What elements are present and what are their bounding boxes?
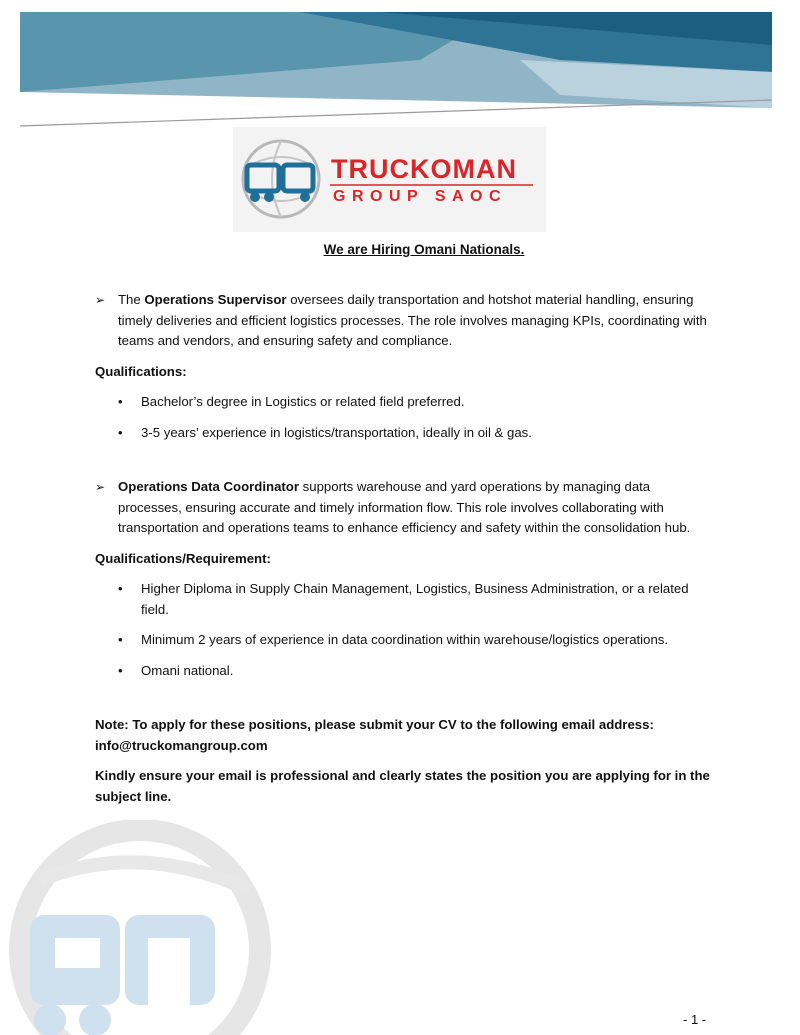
job-listings [95,290,710,807]
bullet-icon: • [118,632,123,647]
page-number: - 1 - [683,1012,707,1027]
role-intro: The [118,292,145,307]
email-instruction: Kindly ensure your email is professional and clearly states the position you are applying for in the subject line. [95,768,710,804]
company-logo [233,127,546,232]
qualifications-list [95,579,710,681]
role-title: Operations Supervisor [144,292,287,307]
role-title: Operations Data Coordinator [118,479,299,494]
list-item [95,661,710,682]
role-operations-supervisor [95,290,710,352]
note-text: Note: To apply for these positions, please submit your CV to the following email address: [95,717,654,732]
qualifications-list [95,392,710,443]
list-item [95,630,710,651]
role-description: oversees daily transportation and hotshot material handling, ensuring timely deliveries and efficient logistics processes. The role involves managing KPIs, coordinating with teams and vendors, and ensuring safety and compliance. [118,292,707,348]
role-description: supports warehouse and yard operations by managing data processes, ensuring accurate and timely information flow. This role involves collaborating with transportation and operations teams to enhance efficiency and safety within the consolidation hub. [118,479,691,535]
logo-title: TRUCKOMAN [331,154,517,184]
bullet-icon: • [118,394,123,409]
logo-subtitle: GROUP SAOC [333,188,508,205]
hiring-heading: We are Hiring Omani Nationals. [323,242,525,257]
qualification-text: Higher Diploma in Supply Chain Management, Logistics, Business Administration, or a related field. [141,581,689,617]
role-operations-data-coordinator [95,477,710,539]
list-item [95,579,710,620]
list-item [95,423,710,444]
header-decorative-band [0,0,800,140]
list-item [95,392,710,413]
arrow-bullet-icon: ➢ [95,293,106,307]
qualifications-heading: Qualifications/Requirement: [95,550,271,566]
qualification-text: Bachelor’s degree in Logistics or related field preferred. [141,394,465,409]
application-note [95,715,710,756]
bullet-icon: • [118,581,123,596]
arrow-bullet-icon: ➢ [95,480,106,494]
qualifications-heading: Qualifications: [95,363,187,379]
qualification-text: 3-5 years’ experience in logistics/transportation, ideally in oil & gas. [141,424,532,440]
email-address[interactable]: info@truckomangroup.com [95,737,268,753]
qualification-text: Omani national. [141,662,234,678]
bullet-icon: • [118,424,123,440]
qualification-text: Minimum 2 years of experience in data coordination within warehouse/logistics operations. [141,632,669,647]
bullet-icon: • [118,662,123,678]
watermark-logo [0,820,300,1035]
